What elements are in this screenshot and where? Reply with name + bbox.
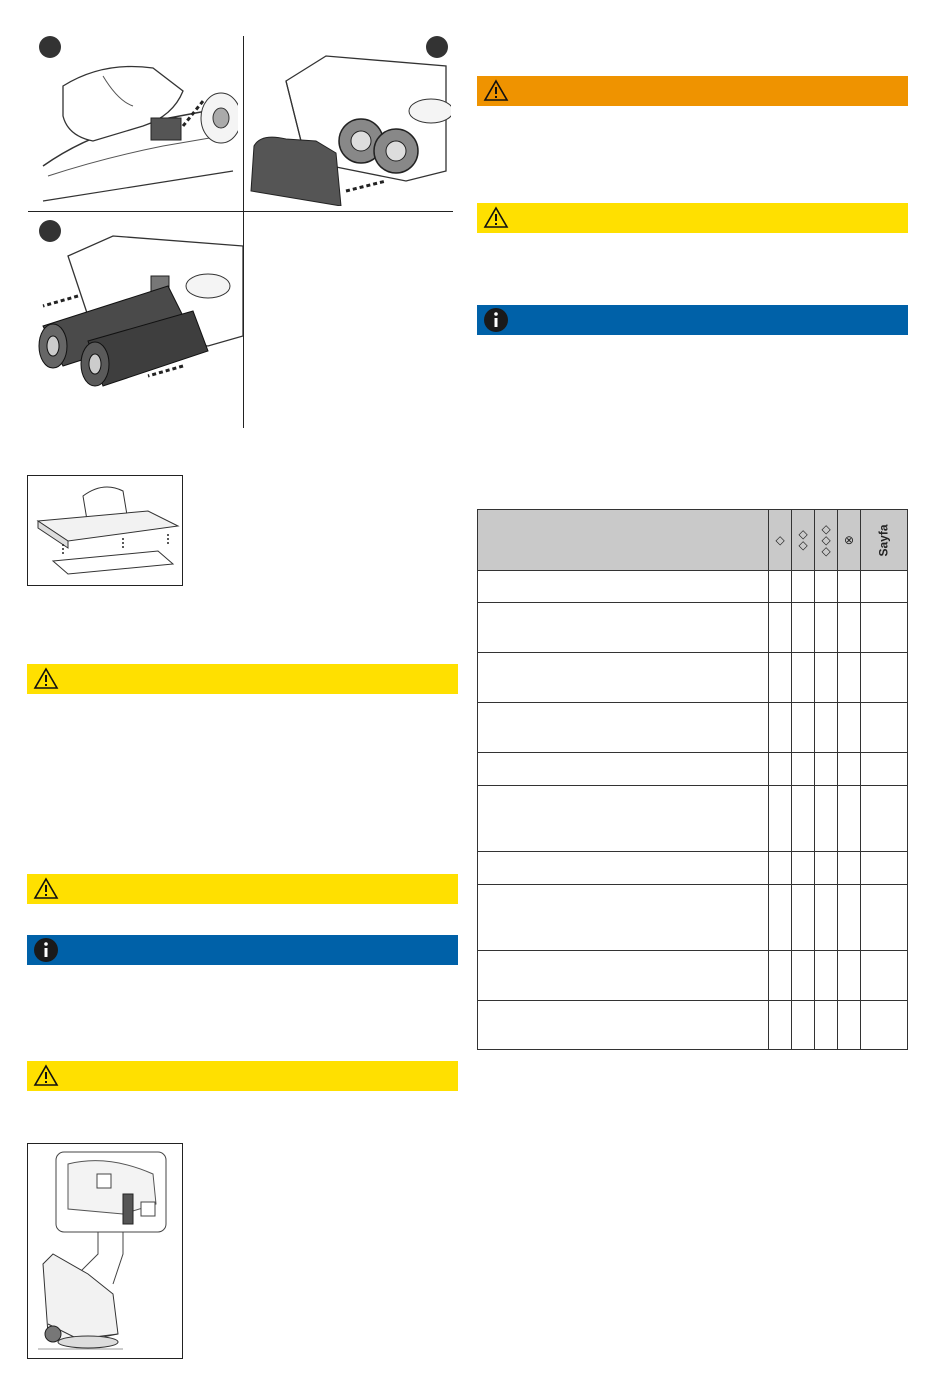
info-circle-icon — [33, 937, 59, 963]
info-bar-2 — [477, 305, 908, 335]
header-weekly-symbol: ◇ ◇ — [792, 510, 815, 571]
step-1-illustration — [33, 46, 238, 206]
table-header-operation — [478, 510, 769, 571]
table-row — [478, 603, 908, 653]
header-as-needed-symbol: ⊗ — [838, 510, 861, 571]
warning-bar-2 — [27, 874, 458, 904]
table-row — [478, 653, 908, 703]
warning-triangle-icon — [483, 79, 509, 102]
table-row — [478, 951, 908, 1001]
figure-vertical-divider — [243, 36, 244, 428]
warning-bar-4 — [477, 203, 908, 233]
warning-bar-1 — [27, 664, 458, 694]
figure-horizontal-divider — [28, 211, 453, 212]
warning-triangle-icon — [483, 206, 509, 229]
table-row — [478, 885, 908, 951]
step-2-illustration — [246, 41, 451, 206]
warning-triangle-icon — [33, 877, 59, 900]
header-daily-symbol: ◇ — [769, 510, 792, 571]
table-row — [478, 1001, 908, 1050]
table-row — [478, 852, 908, 885]
table-row — [478, 571, 908, 603]
machine-detail-illustration — [28, 1144, 181, 1357]
table-row — [478, 703, 908, 753]
header-page: Sayfa — [860, 510, 907, 571]
step-3-illustration — [33, 216, 243, 391]
warning-triangle-icon — [33, 667, 59, 690]
warning-bar-3 — [27, 1061, 458, 1091]
maintenance-table — [477, 509, 908, 1050]
danger-bar — [477, 76, 908, 106]
table-header-row — [478, 510, 908, 571]
machine-detail-figure — [27, 1143, 183, 1359]
warning-triangle-icon — [33, 1064, 59, 1087]
header-monthly-symbol: ◇ ◇ ◇ — [815, 510, 838, 571]
table-row — [478, 753, 908, 786]
pad-installation-figure — [27, 475, 183, 586]
pad-installation-illustration — [28, 476, 181, 584]
table-row — [478, 786, 908, 852]
info-circle-icon — [483, 307, 509, 333]
brush-removal-figure — [28, 36, 453, 428]
info-bar-1 — [27, 935, 458, 965]
